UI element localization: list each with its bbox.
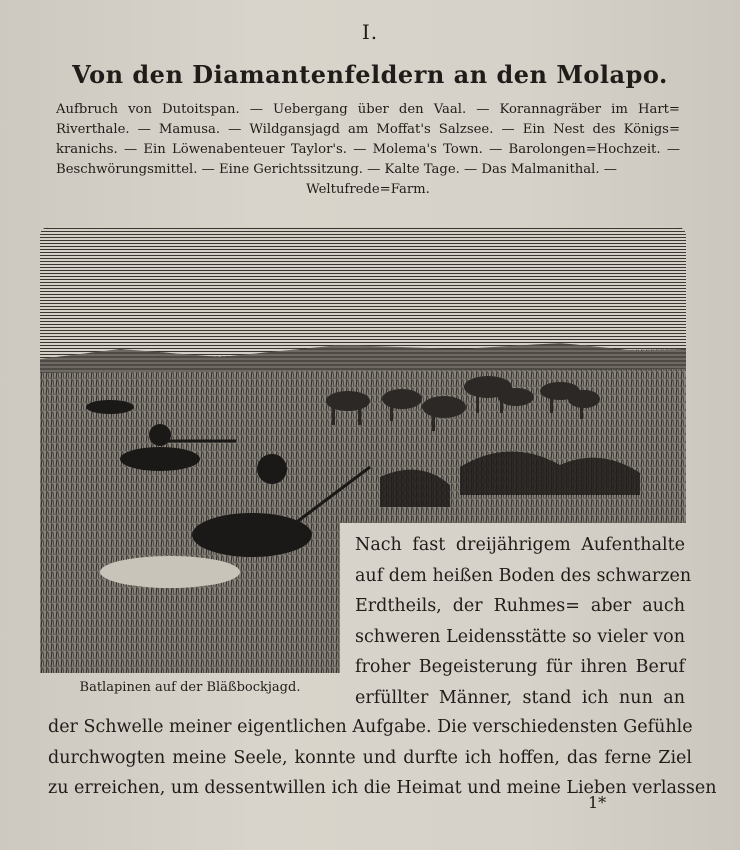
text-line: Erdtheils, der Ruhmes= aber auch	[355, 596, 685, 617]
text-line: zu erreichen, um dessentwillen ich die Heimat und meine Lieben verlassen	[48, 778, 717, 799]
text-line: Nach fast dreijährigem Aufenthalte	[355, 535, 685, 555]
illustration-caption: Batlapinen auf der Bläßbockjagd.	[79, 680, 301, 695]
summary-line: Weltufrede=Farm.	[306, 182, 430, 197]
summary-line: — Beschwörungsmittel. — Eine Gerichtssitzung. — Kalte Tage. — Das Malmanithal. —	[56, 142, 680, 177]
body-text-full-width	[48, 712, 717, 804]
summary-line: kranichs. — Ein Löwenabenteuer Taylor's. — Molema's Town. — Barolongen=Hochzeit.	[56, 142, 661, 157]
body-text-right-column	[355, 530, 692, 714]
text-line: durchwogten meine Seele, konnte und durfte ich hoffen, das ferne Ziel	[48, 747, 692, 768]
text-line: schweren Leidensstätte so vieler von	[355, 626, 685, 647]
text-line: erfüllter Männer, stand ich nun an	[355, 687, 685, 708]
text-line: froher Begeisterung für ihren Beruf	[355, 657, 685, 678]
text-line: der Schwelle meiner eigentlichen Aufgabe. Die verschiedensten Gefühle	[48, 717, 693, 737]
summary-line: Riverthale. — Mamusa. — Wildgansjagd am Moffat's Salzsee. — Ein Nest des Königs=	[56, 122, 680, 137]
signature-mark: 1*	[588, 793, 607, 812]
summary-line: Aufbruch von Dutoitspan. — Uebergang über den Vaal. — Korannagräber im Hart=	[56, 102, 680, 117]
chapter-title: Von den Diamantenfeldern an den Molapo.	[72, 60, 668, 89]
chapter-summary	[56, 100, 680, 200]
text-line: auf dem heißen Boden des schwarzen	[355, 565, 692, 586]
chapter-number: I.	[361, 20, 379, 44]
